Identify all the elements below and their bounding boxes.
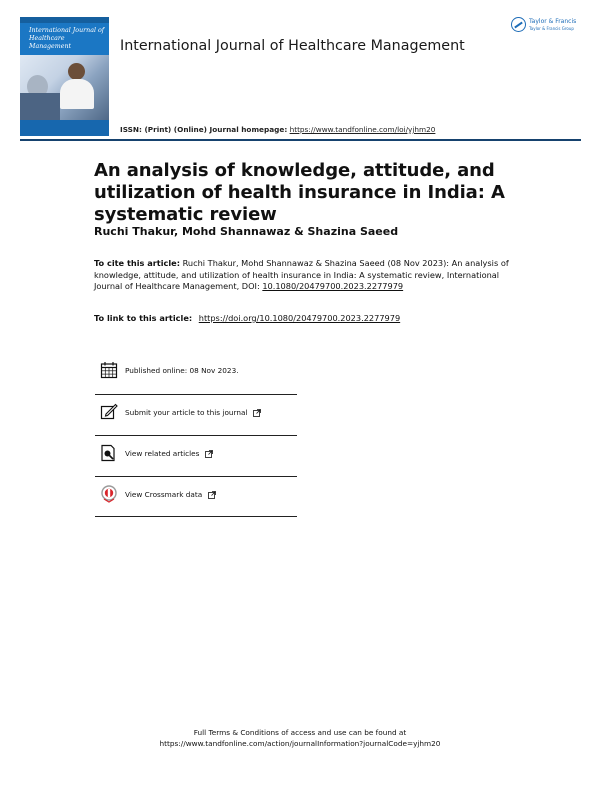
external-link-icon [205,450,213,458]
submit-article-row[interactable] [95,399,297,429]
cite-label: To cite this article: [94,258,180,268]
footer-terms-text: Full Terms & Conditions of access and use can be found at [193,728,407,737]
link-label: To link to this article: [94,313,193,323]
cite-text: Ruchi Thakur, Mohd Shannawaz & Shazina Saeed (08 Nov 2023): An analysis of knowledge, attitude, and utilization of health insurance in India: A systematic review, International Journal of Healthcare Management, DOI: [94,258,509,291]
publisher-logo-group: Taylor & Francis Group [529,26,574,31]
article-link-line [94,313,400,323]
article-authors: Ruchi Thakur, Mohd Shannawaz & Shazina Saeed [94,225,399,238]
journal-cover [20,17,109,136]
external-link-icon [208,491,216,499]
published-online-row [95,357,297,387]
resource-divider [95,476,297,477]
footer [0,727,600,749]
calendar-icon [100,361,118,379]
footer-terms-url[interactable]: https://www.tandfonline.com/action/journalInformation?journalCode=yjhm20 [159,739,441,748]
publisher-logo-icon [511,17,526,32]
article-title: An analysis of knowledge, attitude, and utilization of health insurance in India: A systematic review [94,160,505,225]
issn-line [120,125,435,134]
doi-link[interactable]: 10.1080/20479700.2023.2277979 [262,281,404,291]
publisher-logo-name: Taylor & Francis [529,18,577,25]
resource-divider [95,394,297,395]
article-doi-url-link[interactable]: https://doi.org/10.1080/20479700.2023.2277979 [198,313,401,323]
cover-photo [20,55,109,120]
search-icon [100,444,118,462]
resource-divider [95,435,297,436]
journal-homepage-link[interactable]: https://www.tandfonline.com/loi/yjhm20 [289,125,436,134]
journal-title: International Journal of Healthcare Management [120,38,465,54]
submit-article-link[interactable]: Submit your article to this journal [125,408,248,417]
issn-label: ISSN: (Print) (Online) Journal homepage: [120,125,288,134]
related-articles-link[interactable]: View related articles [125,449,200,458]
pencil-icon [100,403,118,421]
cover-journal-name: International Journal of Healthcare Management [29,27,105,50]
crossmark-link[interactable]: View Crossmark data [125,490,203,499]
cover-top-strip [20,17,109,23]
related-articles-row[interactable] [95,440,297,470]
external-link-icon [253,409,261,417]
crossmark-icon [100,485,118,503]
crossmark-row[interactable] [95,481,297,511]
citation-block [94,258,514,293]
header-rule [20,139,581,141]
publisher-logo[interactable] [511,17,583,37]
published-online-text: Published online: 08 Nov 2023. [125,366,239,375]
resource-divider [95,516,297,517]
cover-bottom-band [20,120,109,136]
